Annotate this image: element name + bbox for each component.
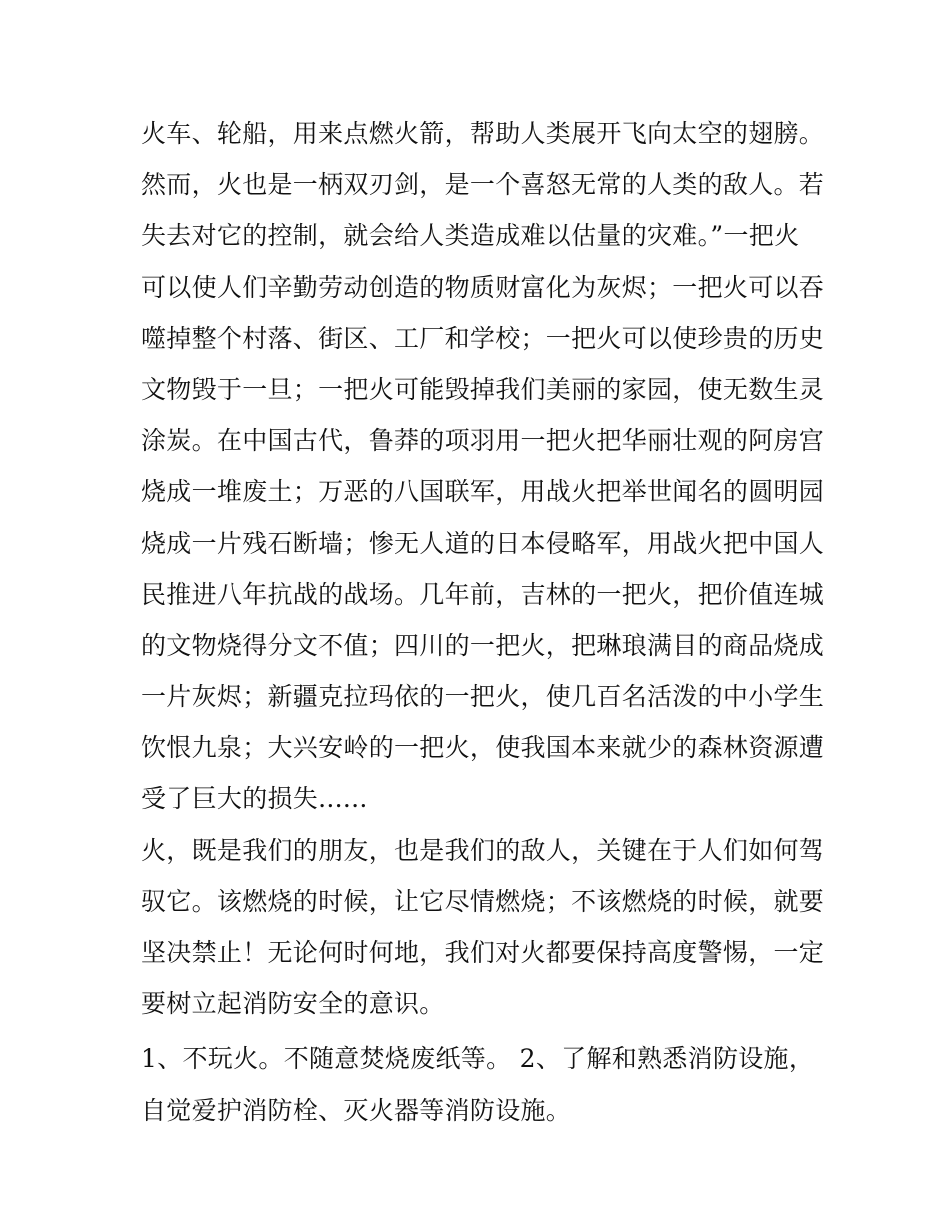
text-line: 民推进八年抗战的战场。几年前，吉林的一把火，把价值连城 (141, 579, 825, 609)
paragraph-fire-friend-enemy (141, 825, 825, 1030)
text-line: 噬掉整个村落、街区、工厂和学校；一把火可以使珍贵的历史 (141, 323, 825, 353)
text-line: 烧成一堆废土；万恶的八国联军，用战火把举世闻名的圆明园 (141, 477, 825, 507)
text-line: 受了巨大的损失...... (141, 784, 368, 814)
paragraph-safety-rules (141, 1033, 821, 1135)
text-line: 文物毁于一旦；一把火可能毁掉我们美丽的家园，使无数生灵 (141, 374, 825, 404)
text-line: 坚决禁止！无论何时何地，我们对火都要保持高度警惕，一定 (141, 938, 825, 967)
text-line: 的文物烧得分文不值；四川的一把火，把琳琅满目的商品烧成 (141, 630, 825, 660)
text-line: 饮恨九泉；大兴安岭的一把火，使我国本来就少的森林资源遭 (141, 733, 825, 763)
text-line: 要树立起消防安全的意识。 (141, 989, 445, 1019)
paragraph-fire-disasters (141, 108, 825, 825)
text-line: 烧成一片残石断墙；惨无人道的日本侵略军，用战火把中国人 (141, 528, 825, 558)
text-line: 1、不玩火。不随意焚烧废纸等。 2、了解和熟悉消防设施， (141, 1044, 815, 1074)
document-body (141, 108, 825, 1136)
text-line: 自觉爱护消防栓、灭火器等消防设施。 (141, 1095, 572, 1125)
text-line: 驭它。该燃烧的时候，让它尽情燃烧；不该燃烧的时候，就要 (141, 886, 825, 916)
text-line: 然而，火也是一柄双刃剑，是一个喜怒无常的人类的敌人。若 (141, 170, 825, 200)
text-line: 失去对它的控制，就会给人类造成难以估量的灾难。”一把火 (141, 221, 800, 251)
text-line: 一片灰烬；新疆克拉玛依的一把火，使几百名活泼的中小学生 (141, 682, 825, 712)
text-line: 涂炭。在中国古代，鲁莽的项羽用一把火把华丽壮观的阿房宫 (141, 426, 825, 456)
text-line: 火，既是我们的朋友，也是我们的敌人，关键在于人们如何驾 (141, 835, 825, 865)
text-line: 可以使人们辛勤劳动创造的物质财富化为灰烬；一把火可以吞 (141, 272, 825, 302)
text-line: 火车、轮船，用来点燃火箭，帮助人类展开飞向太空的翅膀。 (141, 119, 825, 148)
